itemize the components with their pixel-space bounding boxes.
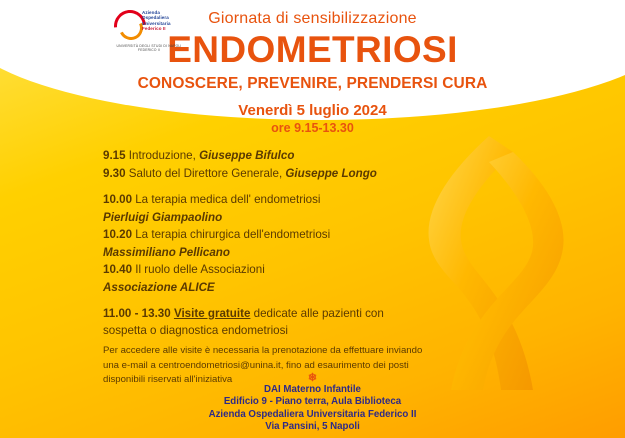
footer-line-2: Edificio 9 - Piano terra, Aula Biblioteca	[223, 396, 402, 408]
page-title: ENDOMETRIOSI	[167, 29, 458, 70]
program-item-1	[103, 148, 423, 165]
booking-note: Per accedere alle visite è necessaria la prenotazione da effettuare inviando una e-mail a centroendometriosi@unina.it, fino ad esaurimento dei posti disponibili riservati all'iniziativa	[103, 345, 423, 385]
program-item-4	[103, 227, 423, 244]
program-item-2-text: Saluto del Direttore Generale,	[125, 166, 286, 180]
program-item-2-time: 9.30	[103, 166, 126, 180]
logo-line-2: Ospedaliera	[142, 15, 169, 21]
logo-line-3: Universitaria	[142, 20, 171, 26]
event-time: ore 9.15-13.30	[271, 121, 354, 135]
footer	[0, 373, 625, 434]
free-visits-time: 11.00 - 13.30	[103, 307, 171, 320]
program-item-3-speaker: Pierluigi Giampaolino	[103, 210, 223, 224]
program-item-1-text: Introduzione,	[125, 149, 200, 162]
program-item-4-time: 10.20	[103, 228, 133, 241]
spacer	[103, 183, 423, 192]
flower-icon: ❄	[307, 371, 318, 384]
footer-line-4: Via Pansini, 5 Napoli	[265, 421, 360, 433]
program-item-2-speaker: Giuseppe Longo	[285, 166, 377, 180]
spacer-2	[103, 297, 423, 306]
logo-mark-icon	[112, 8, 186, 42]
footer-line-3: Azienda Ospedaliera Universitaria Federico II	[208, 408, 417, 420]
program-item-4-speaker: Massimiliano Pellicano	[103, 245, 230, 259]
free-visits-item	[103, 306, 423, 339]
logo-subtitle: UNIVERSITÀ DEGLI STUDI DI NAPOLI FEDERICO II	[116, 44, 182, 52]
program-item-5-speaker-row	[103, 280, 423, 297]
program-item-5-time: 10.40	[103, 263, 133, 276]
free-visits-text: dedicate alle pazienti con sospetta o diagnostica endometriosi	[103, 307, 384, 337]
program-item-5-speaker: Associazione ALICE	[103, 280, 215, 294]
program-item-3-time: 10.00	[103, 193, 133, 206]
program-item-3-speaker-row	[103, 210, 423, 227]
program-item-3	[103, 192, 423, 209]
event-subtitle: CONOSCERE, PREVENIRE, PRENDERSI CURA	[137, 75, 488, 92]
logo-text	[142, 10, 171, 32]
program-item-5	[103, 262, 423, 279]
logo-line-4: Federico II	[142, 26, 166, 32]
program-item-3-text: La terapia medica dell' endometriosi	[132, 193, 321, 206]
federico-ii-logo	[112, 8, 186, 54]
program-item-2	[103, 166, 423, 183]
event-kicker: Giornata di sensibilizzazione	[208, 10, 417, 27]
program-item-1-speaker: Giuseppe Bifulco	[199, 149, 295, 162]
program-item-4-text: La terapia chirurgica dell'endometriosi	[132, 228, 331, 241]
program-item-5-text: Il ruolo delle Associazioni	[132, 263, 265, 276]
program-list	[103, 148, 423, 388]
program-item-1-time: 9.15	[103, 149, 126, 162]
free-visits-highlight: Visite gratuite	[173, 307, 251, 320]
footer-line-1: DAI Materno Infantile	[264, 383, 361, 395]
program-item-4-speaker-row	[103, 245, 423, 262]
logo-line-1: Azienda	[142, 10, 160, 15]
event-date: Venerdì 5 luglio 2024	[238, 102, 387, 119]
